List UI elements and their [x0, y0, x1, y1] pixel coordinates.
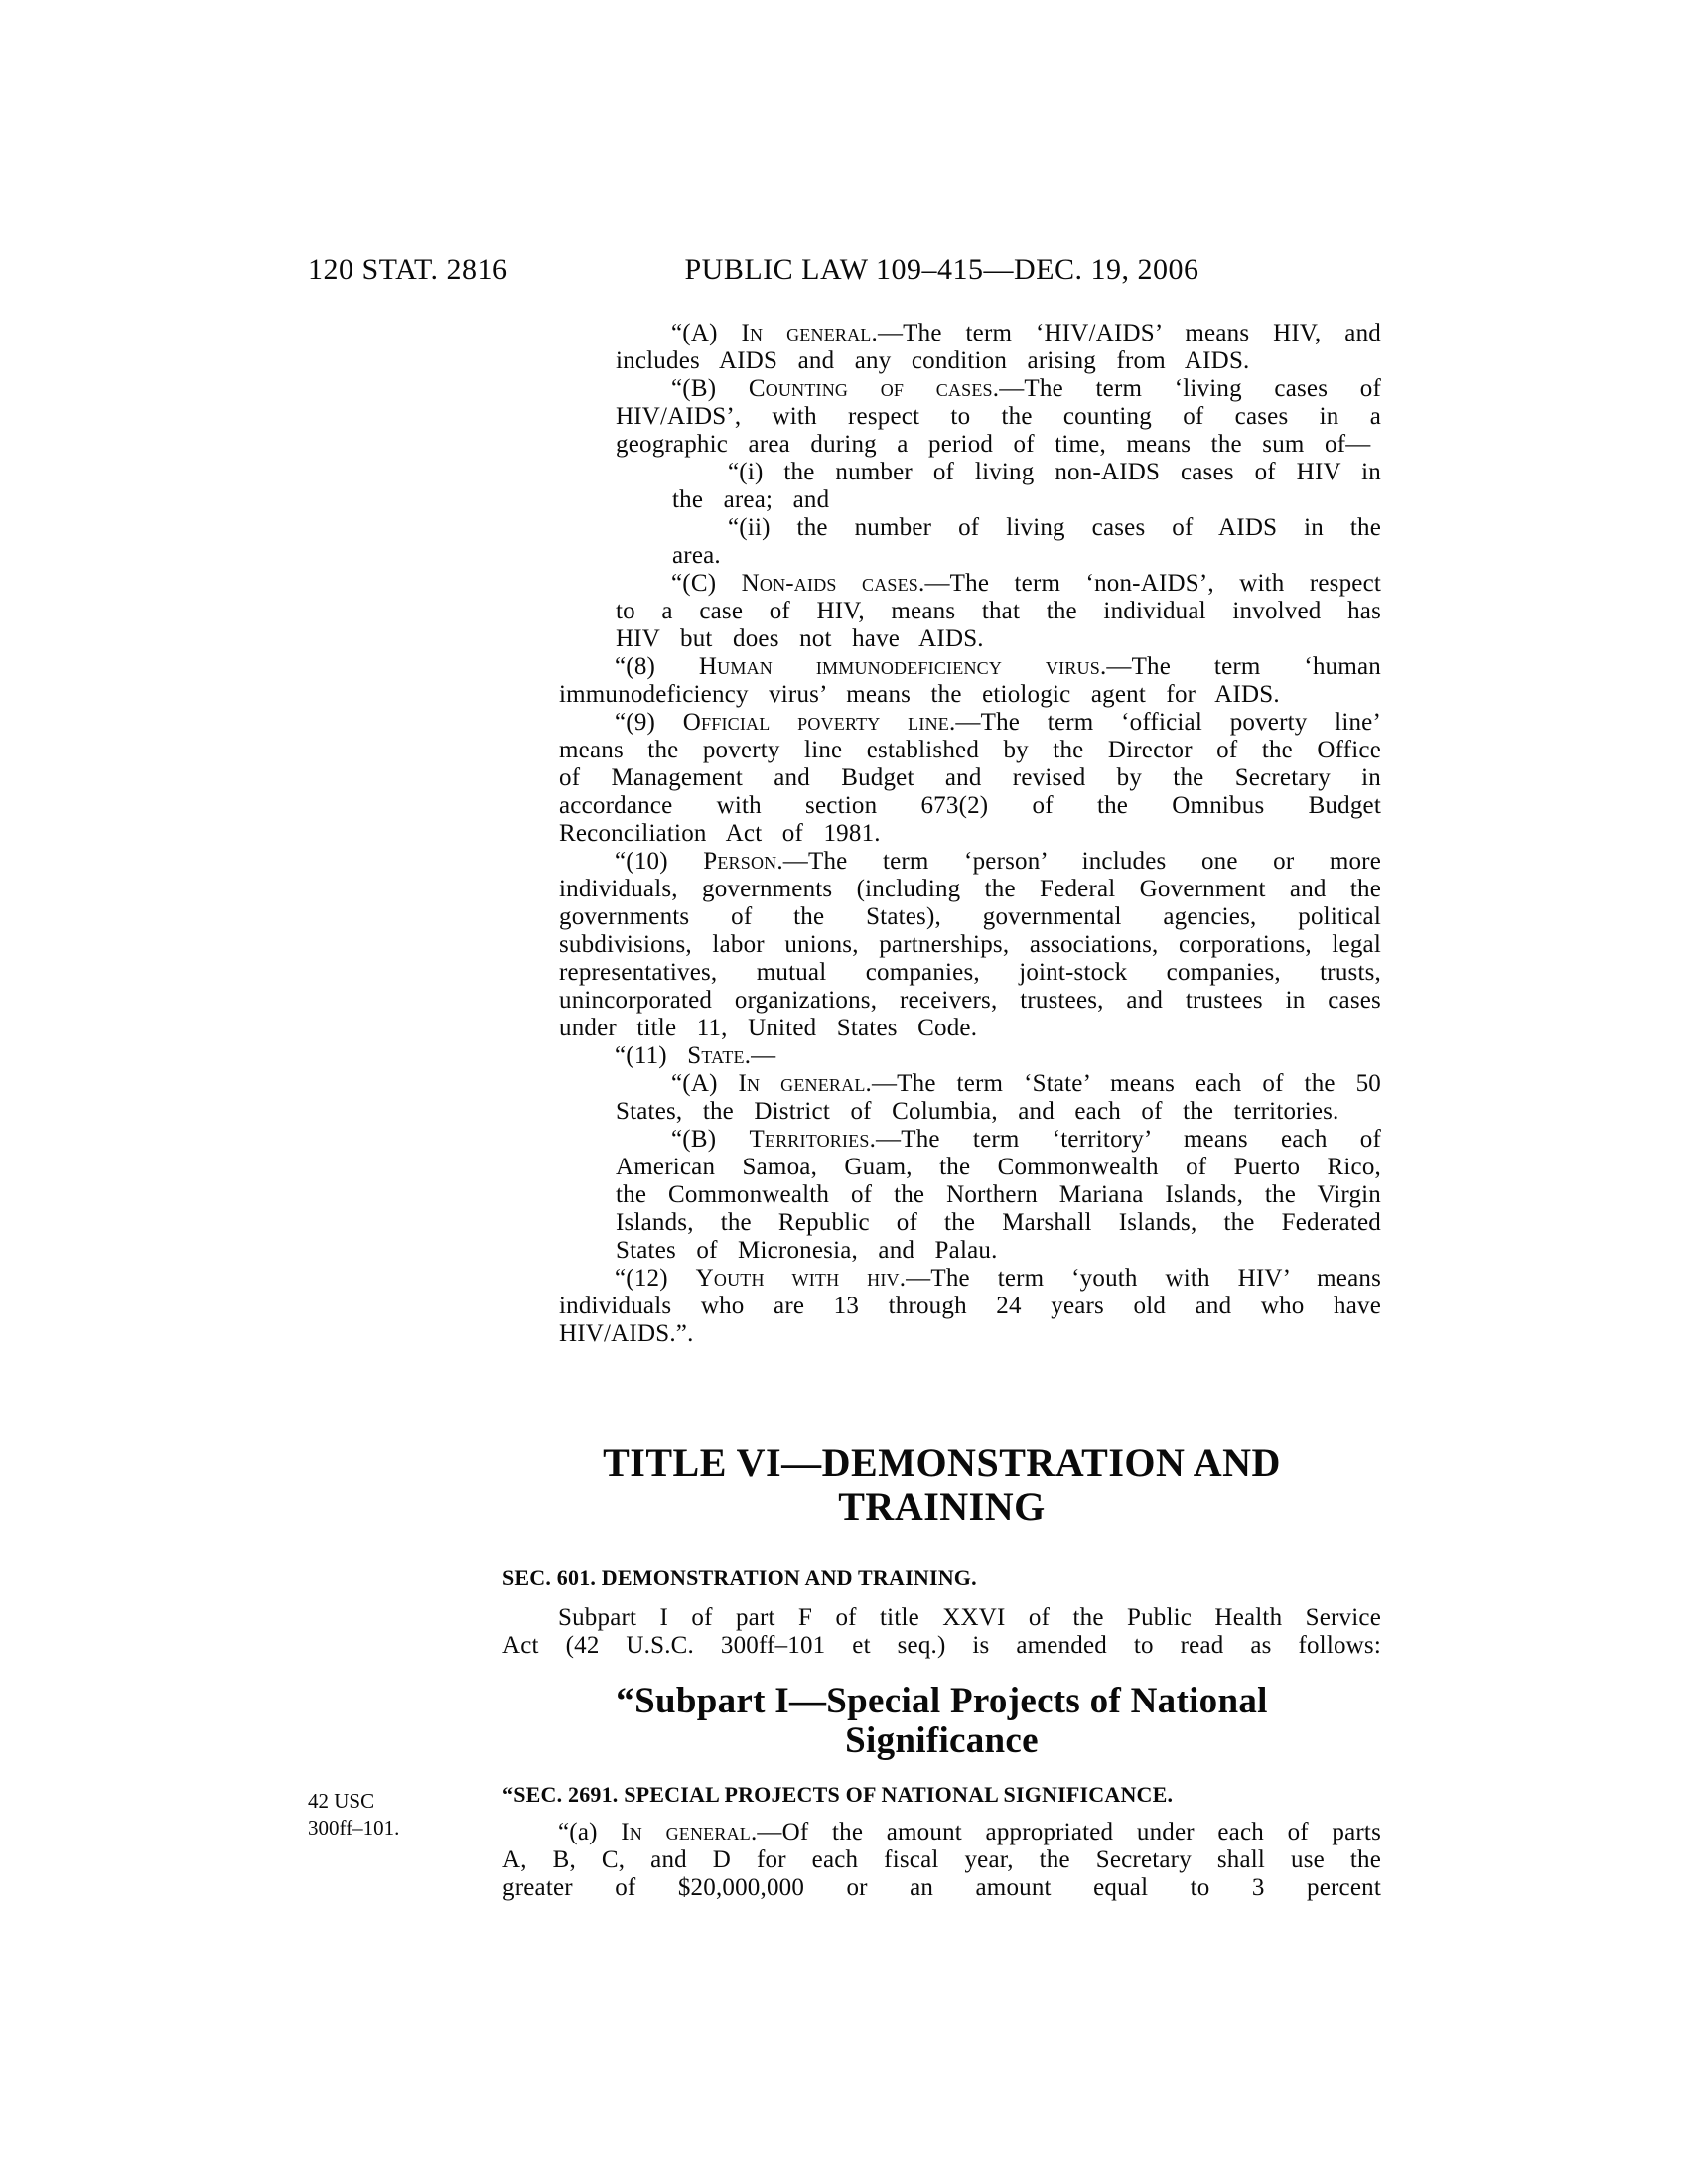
- statute-paragraph: [502, 1819, 1381, 1902]
- text-run: .—The term ‘human immunodeficiency virus’ means the etiologic agent for AIDS.: [559, 653, 1381, 708]
- sec-2691-heading: “SEC. 2691. SPECIAL PROJECTS OF NATIONAL SIGNIFICANCE.: [502, 1782, 1174, 1807]
- small-caps-term: Official poverty line: [682, 709, 949, 736]
- small-caps-term: Human immunodeficiency virus: [698, 653, 1100, 680]
- text-run: .—The term ‘territory’ means each of American Samoa, Guam, the Commonwealth of Puerto Rico, the Commonwealth of the Northern Mariana Islands, the Virgin Islands, the Republic of the Marshall Islands, the Federated States of Micronesia, and Palau.: [616, 1126, 1381, 1264]
- small-caps-term: Counting of cases: [748, 375, 993, 402]
- text-run: “(A): [671, 1070, 739, 1097]
- small-caps-term: Non-aids cases: [741, 570, 919, 597]
- text-run: .—The term ‘HIV/AIDS’ means HIV, and includes AIDS and any condition arising from AIDS.: [616, 320, 1381, 374]
- small-caps-term: Youth with hiv: [695, 1265, 900, 1292]
- small-caps-term: In general: [621, 1819, 751, 1845]
- definitions-block: [502, 320, 1381, 1348]
- margin-note: [308, 1788, 492, 1842]
- title-vi-line1: TITLE VI—DEMONSTRATION AND: [603, 1440, 1281, 1485]
- text-run: .—The term ‘person’ includes one or more individuals, governments (including the Federal Government and the governments of the States), governmental agencies, political subdivisions, labor unions, partnerships, associations, corporations, legal representatives, mutual companies, joint-stock companies, trusts, unincorporated organizations, receivers, trustees, and trustees in cases under title 11, United States Code.: [559, 848, 1381, 1041]
- statute-paragraph: [559, 1042, 1381, 1070]
- small-caps-term: Territories: [749, 1126, 870, 1153]
- statute-paragraph: [502, 1604, 1381, 1660]
- margin-note-line: 42 USC: [308, 1789, 375, 1813]
- small-caps-term: In general: [741, 320, 872, 346]
- small-caps-term: Person: [703, 848, 777, 875]
- running-head-law-title: PUBLIC LAW 109–415—DEC. 19, 2006: [684, 253, 1199, 286]
- statute-paragraph: [616, 320, 1381, 375]
- title-vi-heading: [502, 1441, 1381, 1529]
- subpart-i-heading-line1: “Subpart I—Special Projects of National: [616, 1681, 1268, 1721]
- text-run: “(A): [671, 320, 742, 346]
- text-run: “(B): [671, 1126, 750, 1153]
- lower-block: [502, 1441, 1381, 1902]
- text-run: “(i) the number of living non-AIDS cases of HIV in the area; and: [672, 459, 1381, 513]
- text-run: “(C): [671, 570, 742, 597]
- statute-paragraph: [559, 653, 1381, 709]
- statute-paragraph: [616, 1070, 1381, 1126]
- statute-paragraph: [616, 570, 1381, 653]
- text-run: .—: [744, 1042, 776, 1069]
- text-run: “(10): [615, 848, 704, 875]
- statute-paragraph: [672, 514, 1381, 570]
- text-run: .—The term ‘youth with HIV’ means individuals who are 13 through 24 years old and who have HIV/AIDS.”.: [559, 1265, 1381, 1347]
- small-caps-term: State: [687, 1042, 745, 1069]
- sec-601-heading: SEC. 601. DEMONSTRATION AND TRAINING.: [502, 1566, 977, 1590]
- statute-paragraph: [616, 375, 1381, 459]
- small-caps-term: In general: [738, 1070, 866, 1097]
- statute-paragraph: [559, 1265, 1381, 1348]
- title-vi-line2: TRAINING: [838, 1484, 1046, 1529]
- text-run: .—The term ‘official poverty line’ means the poverty line established by the Director of the Office of Management and Budget and revised by the Secretary in accordance with section 673(2) of the Omnibus Budget Reconciliation Act of 1981.: [559, 709, 1381, 847]
- statute-paragraph: [559, 709, 1381, 848]
- text-run: “(ii) the number of living cases of AIDS in the area.: [672, 514, 1381, 569]
- text-run: .—The term ‘living cases of HIV/AIDS’, with respect to the counting of cases in a geographic area during a period of time, means the sum of—: [616, 375, 1381, 458]
- text-run: “(8): [615, 653, 699, 680]
- text-run: “(11): [615, 1042, 688, 1069]
- statute-paragraph: [672, 459, 1381, 514]
- margin-note-line: 300ff–101.: [308, 1816, 400, 1840]
- statute-paragraph: [559, 848, 1381, 1042]
- amendment-intro-paragraph: [502, 1604, 1381, 1660]
- text-run: “(12): [615, 1265, 696, 1292]
- text-run: .—The term ‘State’ means each of the 50 States, the District of Columbia, and each of the territories.: [616, 1070, 1381, 1125]
- text-run: .—Of the amount appropriated under each of parts A, B, C, and D for each fiscal year, the Secretary shall use the greater of $20,000,000 or an amount equal to 3 percent: [502, 1819, 1381, 1901]
- text-run: “(a): [558, 1819, 622, 1845]
- page-number-stat: 120 STAT. 2816: [308, 253, 508, 286]
- sec-2691-body: [502, 1819, 1381, 1902]
- statute-paragraph: [616, 1126, 1381, 1265]
- text-run: “(B): [671, 375, 749, 402]
- subpart-i-heading: [502, 1682, 1381, 1761]
- text-run: .—The term ‘non-AIDS’, with respect to a case of HIV, means that the individual involved has HIV but does not have AIDS.: [616, 570, 1382, 652]
- text-run: “(9): [615, 709, 683, 736]
- subpart-i-heading-line2: Significance: [845, 1720, 1039, 1761]
- text-run: Subpart I of part F of title XXVI of the Public Health Service Act (42 U.S.C. 300ff–101 et seq.) is amended to read as follows:: [502, 1604, 1381, 1659]
